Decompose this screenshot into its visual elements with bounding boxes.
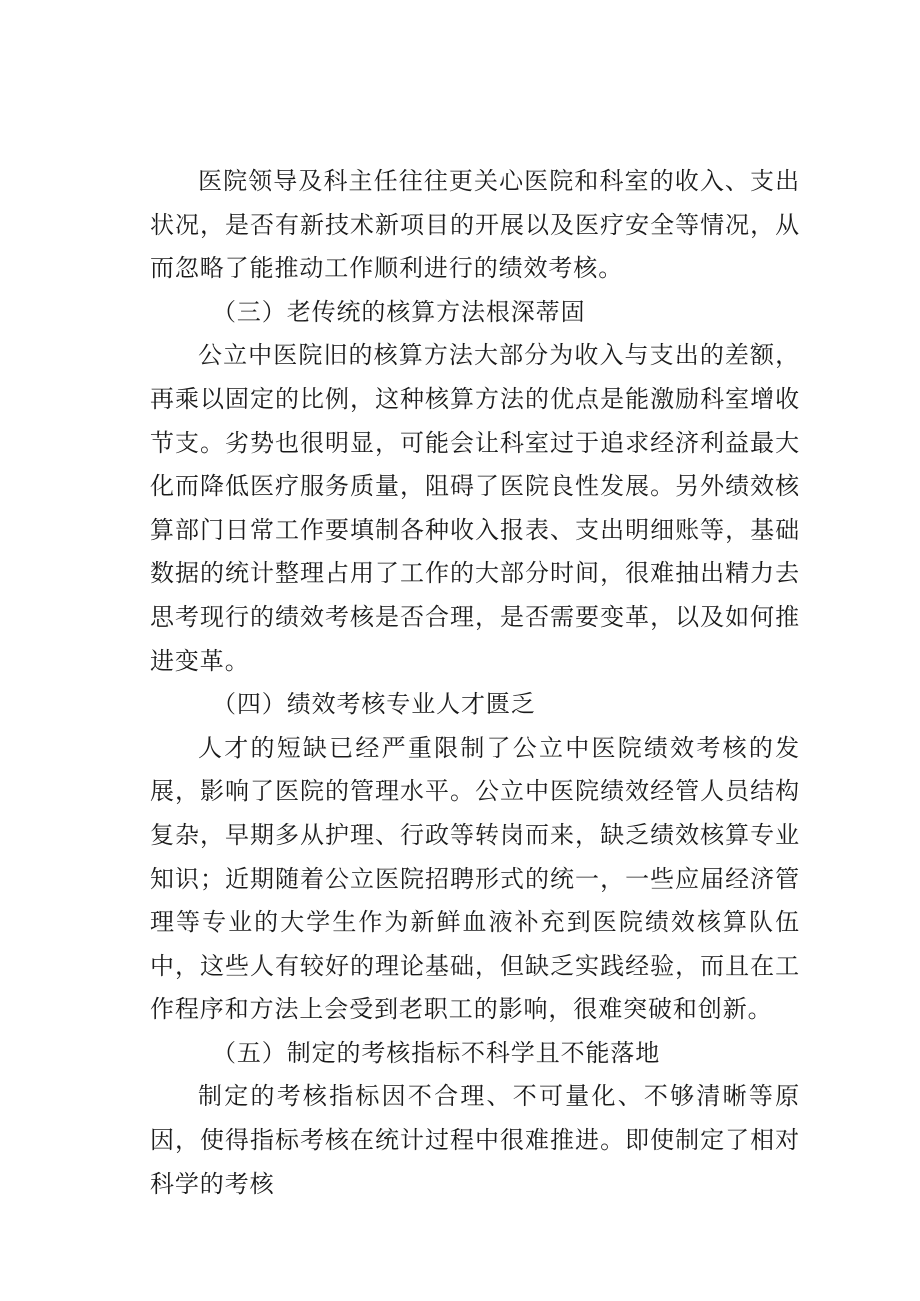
paragraph-talent-shortage: 人才的短缺已经严重限制了公立中医院绩效考核的发展，影响了医院的管理水平。公立中医院绩效经管人员结构复杂，早期多从护理、行政等转岗而来，缺乏绩效核算专业知识；近期随着公立医院招聘形式的统一，一些应届经济管理等专业的大学生作为新鲜血液补充到医院绩效核算队伍中，这些人有较好的理论基础，但缺乏实践经验，而且在工作程序和方法上会受到老职工的影响，很难突破和创新。 bbox=[150, 733, 800, 1024]
section-heading-5: （五）制定的考核指标不科学且不能落地 bbox=[212, 1038, 661, 1067]
paragraph-leadership-focus: 医院领导及科主任往往更关心医院和科室的收入、支出状况，是否有新技术新项目的开展以及医疗安全等情况，从而忽略了能推动工作顺利进行的绩效考核。 bbox=[150, 167, 800, 283]
document-body bbox=[150, 160, 800, 1206]
section-heading-3: （三）老传统的核算方法根深蒂固 bbox=[212, 297, 586, 326]
paragraph-traditional-accounting: 公立中医院旧的核算方法大部分为收入与支出的差额，再乘以固定的比例，这种核算方法的优点是能激励科室增收节支。劣势也很明显，可能会让科室过于追求经济利益最大化而降低医疗服务质量，阻碍了医院良性发展。另外绩效核算部门日常工作要填制各种收入报表、支出明细账等，基础数据的统计整理占用了工作的大部分时间，很难抽出精力去思考现行的绩效考核是否合理，是否需要变革，以及如何推进变革。 bbox=[150, 341, 800, 675]
paragraph-assessment-indicators: 制定的考核指标因不合理、不可量化、不够清晰等原因，使得指标考核在统计过程中很难推进。即使制定了相对科学的考核 bbox=[150, 1082, 800, 1198]
section-heading-4: （四）绩效考核专业人才匮乏 bbox=[212, 690, 536, 719]
